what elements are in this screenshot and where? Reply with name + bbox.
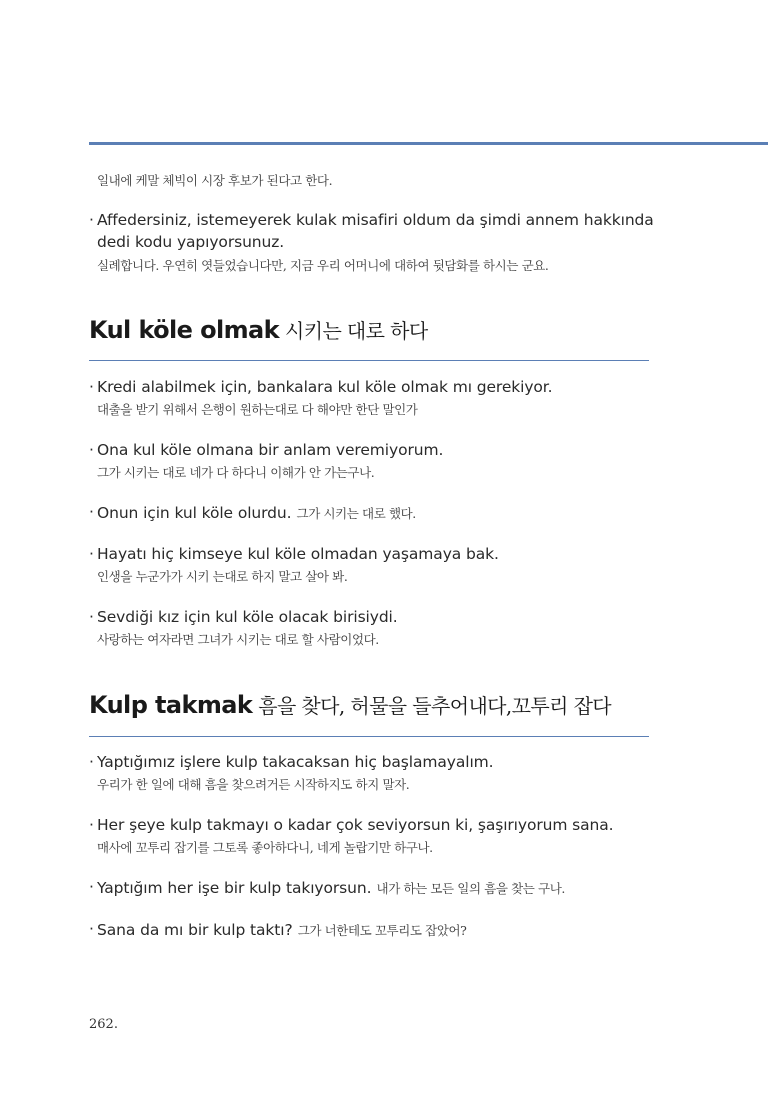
bullet: ·: [89, 211, 94, 229]
example-tr: Kredi alabilmek için, bankalara kul köle olmak mı gerekiyor.: [97, 378, 553, 396]
section-rule: [89, 360, 649, 361]
intro-kr-line: 일내에 케말 체빅이 시장 후보가 된다고 한다.: [97, 173, 333, 188]
example-kr: 그가 너한테도 꼬투리도 잡았어?: [297, 923, 467, 938]
example-tr: Yaptığımız işlere kulp takacaksan hiç başlamayalım.: [97, 753, 494, 771]
example-kr: 인생을 누군가가 시키 는대로 하지 말고 살아 봐.: [97, 569, 348, 584]
intro-kr-translation: 실례합니다. 우연히 엿들었습니다만, 지금 우리 어머니에 대하여 뒷담화를 하시는 군요.: [97, 258, 549, 273]
bullet: ·: [89, 920, 94, 938]
section-title-kr: 시키는 대로 하다: [285, 319, 428, 343]
example-kr: 그가 시키는 대로 했다.: [296, 506, 416, 521]
example-tr: Her şeye kulp takmayı o kadar çok seviyorsun ki, şaşırıyorum sana.: [97, 816, 614, 834]
example-inline: [97, 878, 565, 897]
bullet: ·: [89, 816, 94, 834]
example-tr: Ona kul köle olmana bir anlam veremiyorum.: [97, 441, 444, 459]
example-kr: 매사에 꼬투리 잡기를 그토록 좋아하다니, 네게 놀랍기만 하구나.: [97, 840, 433, 855]
bullet: ·: [89, 503, 94, 521]
intro-tr-line-1: Affedersiniz, istemeyerek kulak misafiri oldum da şimdi annem hakkında: [97, 211, 654, 229]
bullet: ·: [89, 441, 94, 459]
example-tr: Yaptığım her işe bir kulp takıyorsun.: [97, 879, 372, 897]
example-tr: Hayatı hiç kimseye kul köle olmadan yaşamaya bak.: [97, 545, 499, 563]
example-inline: [97, 503, 416, 522]
bullet: ·: [89, 608, 94, 626]
example-kr: 사랑하는 여자라면 그녀가 시키는 대로 할 사람이었다.: [97, 632, 379, 647]
section-title-tr: Kulp takmak: [89, 691, 253, 719]
bullet: ·: [89, 878, 94, 896]
page-number: 262.: [89, 1017, 118, 1032]
bullet: ·: [89, 753, 94, 771]
example-kr: 우리가 한 일에 대해 흠을 찾으려거든 시작하지도 하지 말자.: [97, 777, 410, 792]
section-title-tr: Kul köle olmak: [89, 316, 279, 344]
bullet: ·: [89, 545, 94, 563]
example-tr: Sana da mı bir kulp taktı?: [97, 921, 293, 939]
example-kr: 그가 시키는 대로 네가 다 하다니 이해가 안 가는구나.: [97, 465, 375, 480]
bullet: ·: [89, 378, 94, 396]
intro-tr-line-2: dedi kodu yapıyorsunuz.: [97, 233, 285, 251]
example-tr: Onun için kul köle olurdu.: [97, 504, 292, 522]
example-inline: [97, 920, 467, 939]
example-kr: 내가 하는 모든 일의 흠을 찾는 구나.: [376, 881, 565, 896]
section-heading-kul-kole: [89, 315, 428, 344]
section-heading-kulp-takmak: [89, 690, 611, 719]
example-tr: Sevdiği kız için kul köle olacak birisiydi.: [97, 608, 398, 626]
example-kr: 대출을 받기 위해서 은행이 원하는대로 다 해야만 한단 말인가: [97, 402, 418, 417]
section-title-kr: 흠을 찾다, 허물을 들추어내다,꼬투리 잡다: [258, 694, 612, 718]
section-rule: [89, 736, 649, 737]
top-rule: [89, 142, 768, 145]
